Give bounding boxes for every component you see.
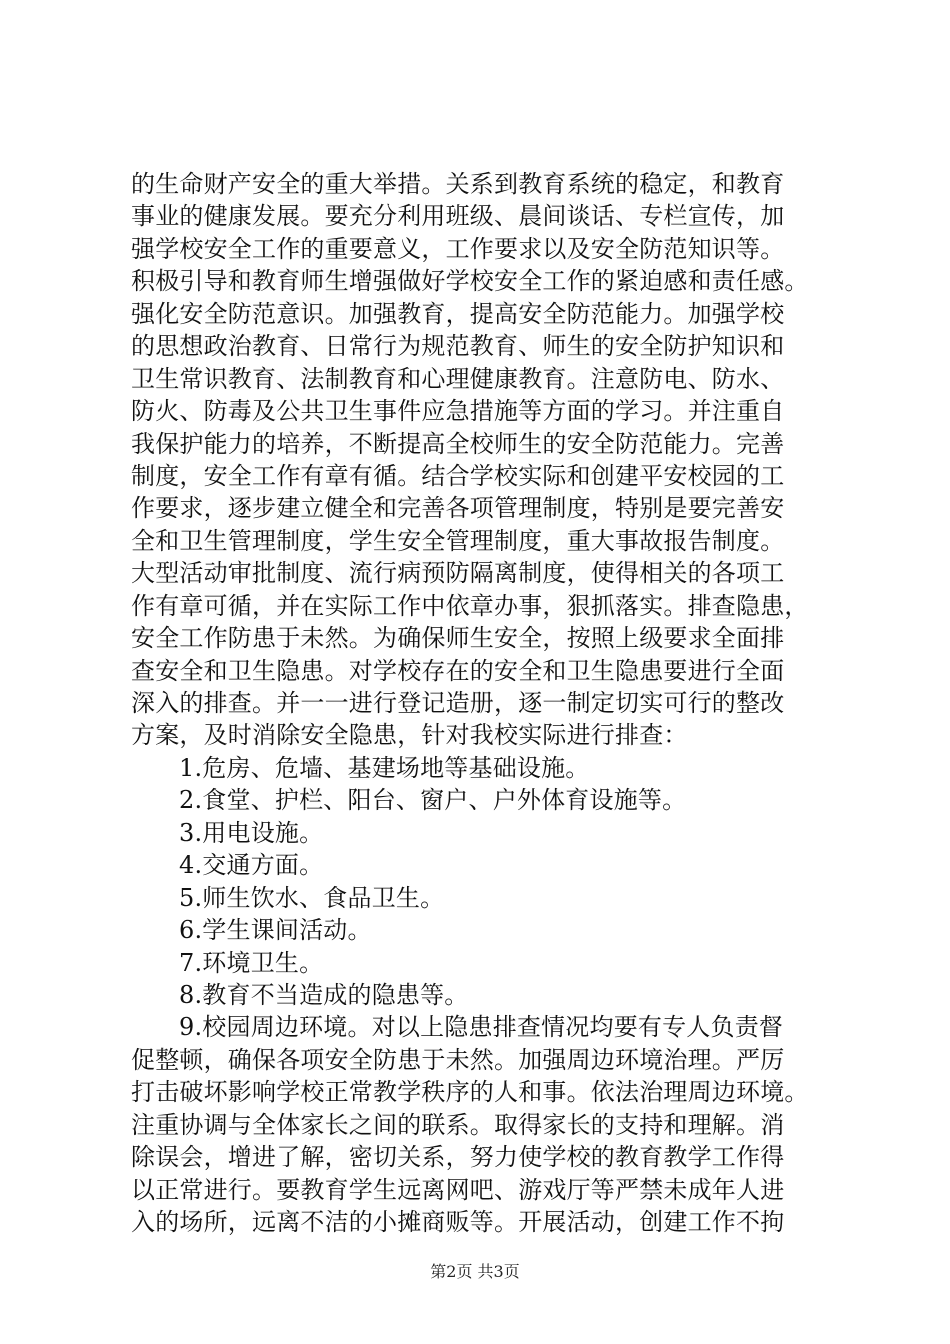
text-line: 安全工作防患于未然。为确保师生安全，按照上级要求全面排 xyxy=(131,624,785,653)
text-line: 2.食堂、护栏、阳台、窗户、户外体育设施等。 xyxy=(179,786,687,815)
page-footer xyxy=(0,1262,950,1282)
text-line: 查安全和卫生隐患。对学校存在的安全和卫生隐患要进行全面 xyxy=(131,656,785,685)
text-line: 深入的排查。并一一进行登记造册，逐一制定切实可行的整改 xyxy=(131,689,785,717)
text-line: 8.教育不当造成的隐患等。 xyxy=(179,980,469,1009)
text-line: 的生命财产安全的重大举措。关系到教育系统的稳定，和教育 xyxy=(131,170,785,198)
text-line: 9.校园周边环境。对以上隐患排查情况均要有专人负责督 xyxy=(179,1013,784,1042)
text-line: 强化安全防范意识。加强教育，提高安全防范能力。加强学校 xyxy=(131,299,785,328)
text-line: 方案，及时消除安全隐患，针对我校实际进行排查： xyxy=(131,721,688,750)
text-line: 全和卫生管理制度，学生安全管理制度，重大事故报告制度。 xyxy=(131,526,785,555)
text-line: 促整顿，确保各项安全防患于未然。加强周边环境治理。严厉 xyxy=(131,1045,785,1074)
text-line: 1.危房、危墙、基建场地等基础设施。 xyxy=(179,753,590,782)
text-line: 除误会，增进了解，密切关系，努力使学校的教育教学工作得 xyxy=(131,1143,785,1172)
document-body xyxy=(131,168,831,1238)
text-line: 入的场所，远离不洁的小摊商贩等。开展活动，创建工作不拘 xyxy=(131,1208,785,1236)
text-line: 作要求，逐步建立健全和完善各项管理制度，特别是要完善安 xyxy=(131,494,785,523)
text-line: 防火、防毒及公共卫生事件应急措施等方面的学习。并注重自 xyxy=(131,397,785,426)
text-line: 以正常进行。要教育学生远离网吧、游戏厅等严禁未成年人进 xyxy=(131,1175,785,1204)
text-line: 我保护能力的培养，不断提高全校师生的安全防范能力。完善 xyxy=(131,429,785,458)
text-line: 作有章可循，并在实际工作中依章办事，狠抓落实。排查隐患， xyxy=(131,591,809,620)
text-line: 打击破坏影响学校正常教学秩序的人和事。依法治理周边环境。 xyxy=(131,1078,809,1107)
text-line: 7.环境卫生。 xyxy=(179,948,324,977)
text-line: 制度，安全工作有章有循。结合学校实际和创建平安校园的工 xyxy=(131,461,785,490)
text-line: 注重协调与全体家长之间的联系。取得家长的支持和理解。消 xyxy=(131,1110,785,1139)
text-line: 积极引导和教育师生增强做好学校安全工作的紧迫感和责任感。 xyxy=(131,267,809,296)
text-line: 3.用电设施。 xyxy=(179,818,324,847)
text-line: 大型活动审批制度、流行病预防隔离制度，使得相关的各项工 xyxy=(131,559,785,588)
text-line: 卫生常识教育、法制教育和心理健康教育。注意防电、防水、 xyxy=(131,364,785,393)
text-line: 5.师生饮水、食品卫生。 xyxy=(179,883,445,912)
text-line: 事业的健康发展。要充分利用班级、晨间谈话、专栏宣传，加 xyxy=(131,202,785,231)
text-line: 强学校安全工作的重要意义，工作要求以及安全防范知识等。 xyxy=(131,234,785,263)
text-line: 4.交通方面。 xyxy=(179,851,324,880)
page-number-label: 第2页 共3页 xyxy=(430,1262,520,1281)
text-line: 6.学生课间活动。 xyxy=(179,916,372,945)
text-line: 的思想政治教育、日常行为规范教育、师生的安全防护知识和 xyxy=(131,332,785,361)
